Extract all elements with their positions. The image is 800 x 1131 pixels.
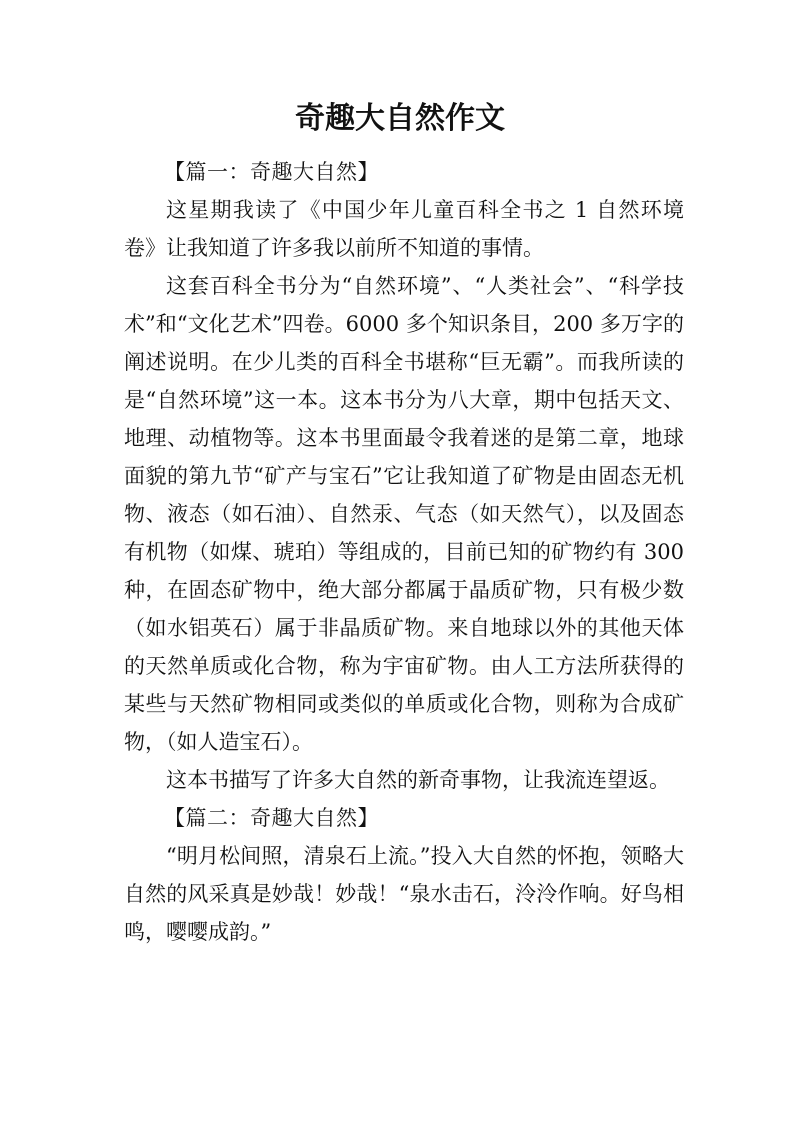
section-1-paragraph-2: 这套百科全书分为“自然环境”、“人类社会”、“科学技术”和“文化艺术”四卷。6000 多个知识条目，200 多万字的阐述说明。在少儿类的百科全书堪称“巨无霸”。而我所读的是“自然环境”这一本。这本书分为八大章，期中包括天文、地理、动植物等。这本书里面最令我着迷的是第二章，地球面貌的第九节“矿产与宝石”它让我知道了矿物是由固态无机物、液态（如石油）、自然汞、气态（如天然气），以及固态有机物（如煤、琥珀）等组成的，目前已知的矿物约有 300 种，在固态矿物中，绝大部分都属于晶质矿物，只有极少数（如水铝英石）属于非晶质矿物。来自地球以外的其他天体的天然单质或化合物，称为宇宙矿物。由人工方法所获得的某些与天然矿物相同或类似的单质或化合物，则称为合成矿物，（如人造宝石）。 [124,274,684,754]
section-1-paragraph-1: 这星期我读了《中国少年儿童百科全书之 1 自然环境卷》让我知道了许多我以前所不知道的事情。 [124,198,684,260]
document-title: 奇趣大自然作文 [295,101,505,136]
section-1-heading: 【篇一：奇趣大自然】 [164,160,379,184]
document-body [124,153,684,951]
section-2-paragraph-1: “明月松间照，清泉石上流。”投入大自然的怀抱，领略大自然的风采真是妙哉！妙哉！“泉水击石，泠泠作响。好鸟相鸣，嘤嘤成韵。” [124,844,684,944]
section-2-heading: 【篇二：奇趣大自然】 [164,806,379,830]
section-1-paragraph-3: 这本书描写了许多大自然的新奇事物，让我流连望返。 [166,768,670,792]
